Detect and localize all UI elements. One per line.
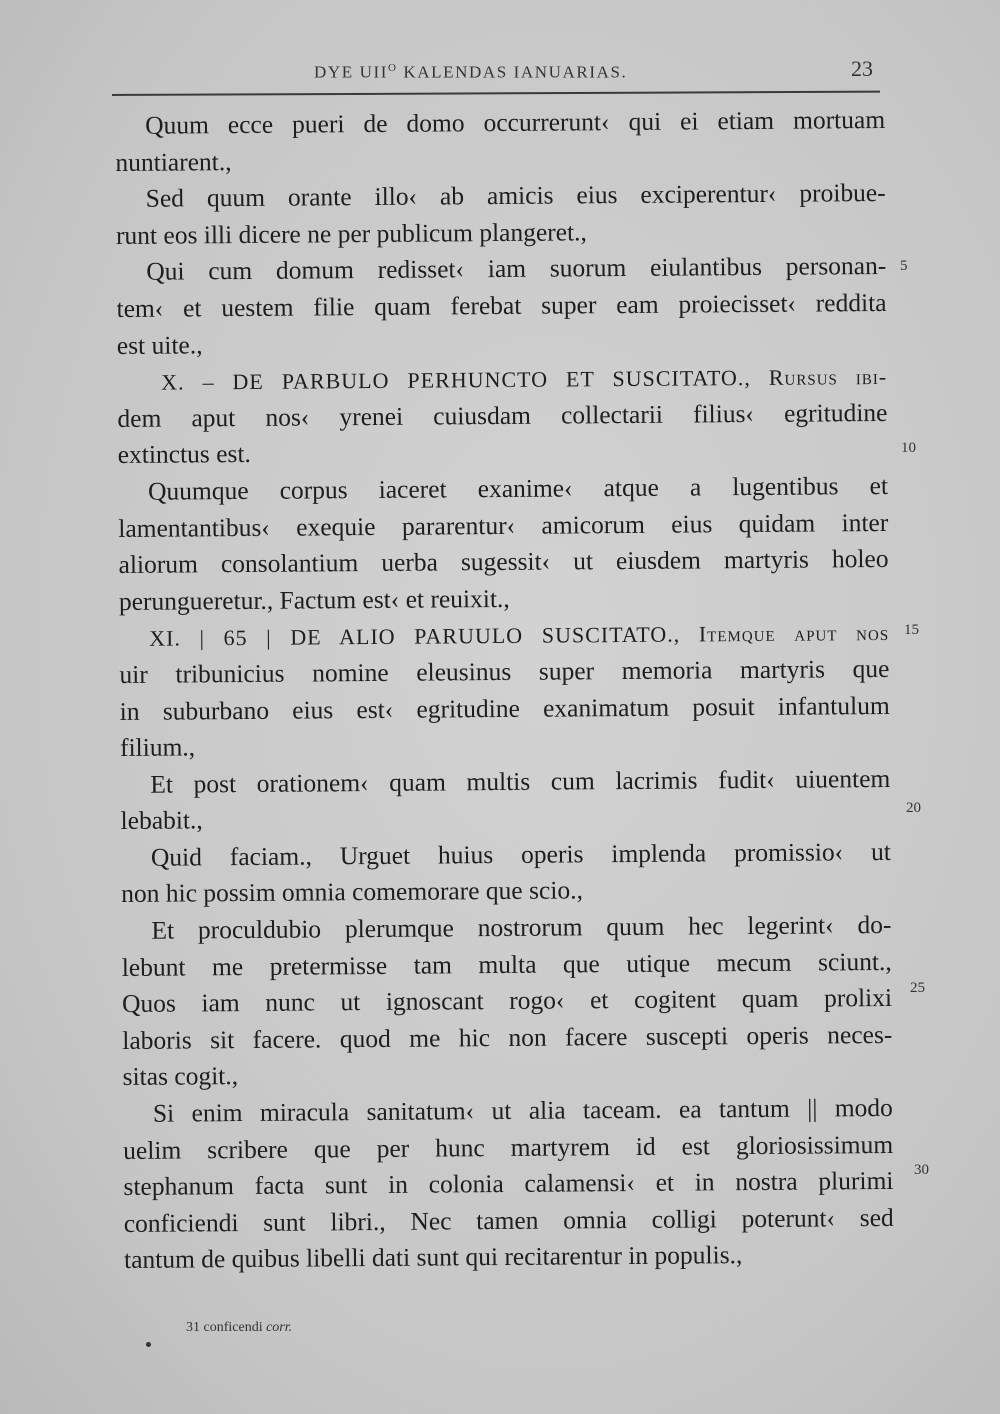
text-line: dem aput nos‹ yrenei cuiusdam collectarii filius‹ egritudine bbox=[117, 397, 888, 433]
footnote bbox=[186, 1320, 292, 1336]
text-line: Qui cum domum redisset‹ iam suorum eiulantibus personan- bbox=[146, 251, 887, 287]
text-line: Quos iam nunc ut ignoscant rogo‹ et cogitent quam prolixi bbox=[121, 983, 893, 1019]
line-number-15: 15 bbox=[904, 622, 919, 638]
text-line: runt eos illi dicere ne per publicum plangeret., bbox=[115, 217, 587, 250]
text-line: in suburbano eius est‹ egritudine exanimatum posuit infantulum bbox=[119, 690, 890, 726]
text-line: est uite., bbox=[116, 329, 203, 360]
text-line: Si enim miracula sanitatum‹ ut alia taceam. ea tantum || modo bbox=[152, 1092, 893, 1128]
chapter-heading-xi: XI. | 65 | DE ALIO PARUULO SUSCITATO., Itemque aput nos bbox=[149, 620, 890, 652]
header-rule bbox=[112, 91, 880, 96]
text-line: Quum ecce pueri de domo occurrerunt‹ qui ei etiam mortuam bbox=[145, 104, 886, 140]
text-line: tem‹ et uestem filie quam ferebat super eam proiecisset‹ reddita bbox=[116, 287, 887, 323]
text-line: non hic possim omnia comemorare que scio., bbox=[121, 875, 584, 909]
line-number-20: 20 bbox=[906, 800, 921, 816]
running-head-superscript: O bbox=[388, 62, 398, 74]
line-number-5: 5 bbox=[900, 258, 908, 274]
text-line: sitas cogit., bbox=[122, 1061, 239, 1092]
chapter-heading-line bbox=[119, 614, 889, 657]
line-number-10: 10 bbox=[901, 440, 916, 456]
footnote-abbreviation: corr. bbox=[266, 1320, 293, 1335]
text-line: lebunt me pretermisse tam multa que utique mecum sciunt., bbox=[121, 946, 892, 982]
text-line: perungueretur., Factum est‹ et reuixit., bbox=[118, 583, 510, 616]
line-number-30: 30 bbox=[914, 1162, 929, 1178]
text-line: Et post orationem‹ quam multis cum lacrimis fudit‹ uiuentem bbox=[150, 763, 891, 799]
page-number: 23 bbox=[851, 56, 873, 81]
text-line: uir tribunicius nomine eleusinus super memoria martyris que bbox=[119, 653, 890, 689]
line-number-25: 25 bbox=[910, 980, 925, 996]
text-line: aliorum consolantium uerba sugessit‹ ut eiusdem martyris holeo bbox=[118, 544, 889, 580]
text-line: Quid faciam., Urguet huius operis implenda promissio‹ ut bbox=[150, 836, 891, 872]
text-line: extinctus est. bbox=[117, 439, 251, 470]
running-head-rest: KALENDAS IANUARIAS. bbox=[397, 62, 628, 82]
footnote-text: 31 conficendi bbox=[186, 1320, 267, 1335]
chapter-heading-line bbox=[117, 358, 887, 401]
running-head-main: DYE UII bbox=[314, 62, 388, 82]
text-line: nuntiarent., bbox=[115, 146, 232, 177]
text-line: lebabit., bbox=[120, 805, 203, 836]
text-line: Et proculdubio plerumque nostrorum quum hec legerint‹ do- bbox=[151, 909, 892, 945]
text-line: lamentantibus‹ exequie pararentur‹ amicorum eius quidam inter bbox=[118, 507, 889, 543]
text-line: stephanum facta sunt in colonia calamensi‹ et in nostra plurimi bbox=[123, 1166, 894, 1202]
text-line: laboris sit facere. quod me hic non facere suscepti operis neces- bbox=[122, 1019, 893, 1055]
text-line: Sed quum orante illo‹ ab amicis eius exciperentur‹ proibue- bbox=[145, 178, 886, 213]
text-line: uelim scribere que per hunc martyrem id est gloriosissimum bbox=[123, 1129, 894, 1165]
main-text bbox=[115, 102, 894, 1279]
text-line: tantum de quibus libelli dati sunt qui recitarentur in populis., bbox=[123, 1240, 743, 1275]
ink-speck bbox=[146, 1342, 151, 1347]
chapter-heading-x: X. – DE PARBULO PERHUNCTO ET SUSCITATO., Rursus ibi- bbox=[161, 364, 888, 395]
text-line: Quumque corpus iaceret exanime‹ atque a lugentibus et bbox=[147, 470, 889, 506]
running-head bbox=[314, 62, 627, 83]
text-line: conficiendi sunt libri., Nec tamen omnia colligi poterunt‹ sed bbox=[123, 1202, 894, 1238]
text-line: filium., bbox=[119, 732, 196, 763]
